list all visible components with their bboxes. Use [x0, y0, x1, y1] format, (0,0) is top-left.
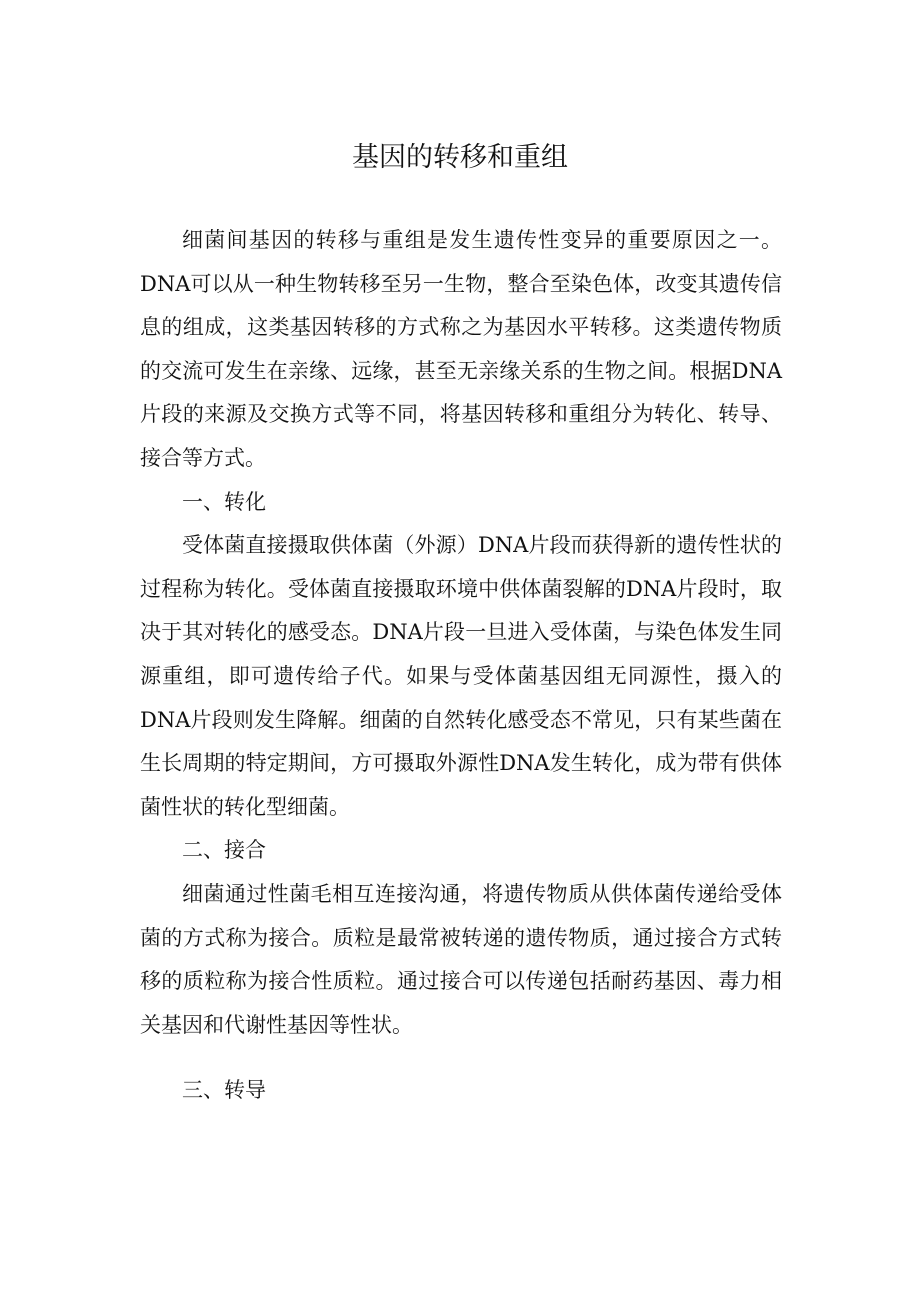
section-heading-transduction: 三、转导	[182, 1078, 266, 1103]
document-title: 基因的转移和重组	[352, 142, 568, 173]
section-paragraph-conjugation: 细菌通过性菌毛相互连接沟通，将遗传物质从供体菌传递给受体菌的方式称为接合。质粒是最常被转递的遗传物质，通过接合方式转移的质粒称为接合性质粒。通过接合可以传递包括耐药基因、毒力相关基因和代谢性基因等性状。	[140, 881, 782, 1037]
document-body	[140, 219, 782, 1113]
intro-paragraph: 细菌间基因的转移与重组是发生遗传性变异的重要原因之一。DNA可以从一种生物转移至另一生物，整合至染色体，改变其遗传信息的组成，这类基因转移的方式称之为基因水平转移。这类遗传物质的交流可发生在亲缘、远缘，甚至无亲缘关系的生物之间。根据DNA片段的来源及交换方式等不同，将基因转移和重组分为转化、转导、接合等方式。	[140, 228, 782, 470]
section-paragraph-transformation: 受体菌直接摄取供体菌（外源）DNA片段而获得新的遗传性状的过程称为转化。受体菌直接摄取环境中供体菌裂解的DNA片段时，取决于其对转化的感受态。DNA片段一旦进入受体菌，与染色体发生同源重组，即可遗传给子代。如果与受体菌基因组无同源性，摄入的DNA片段则发生降解。细菌的自然转化感受态不常见，只有某些菌在生长周期的特定期间，方可摄取外源性DNA发生转化，成为带有供体菌性状的转化型细菌。	[140, 533, 782, 819]
section-heading-conjugation: 二、接合	[182, 838, 266, 863]
section-heading-transformation: 一、转化	[182, 489, 266, 514]
section-spacer	[140, 1047, 782, 1069]
